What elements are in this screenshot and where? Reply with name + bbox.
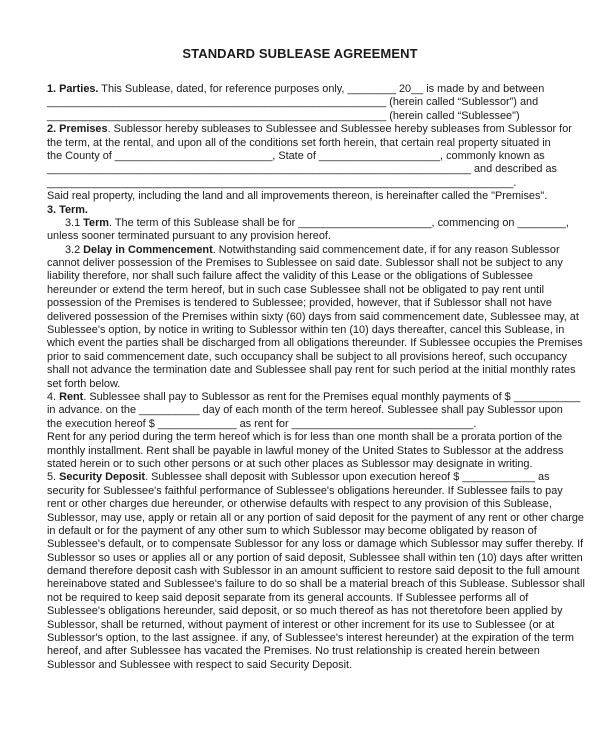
line-text: stated herein or to such other persons or at such other places as Sublessor may designate in writing. [47,457,533,470]
line-text: unless sooner terminated pursuant to any provision hereof. [47,230,331,243]
text-line [47,216,569,230]
line-text: . Sublessee shall pay to Sublessor as rent for the Premises equal monthly payments of $ ___________ [83,390,581,403]
text-line [47,243,560,257]
line-text: This Sublease, dated, for reference purposes only, ________ 20__ is made by and between [98,83,545,95]
text-line [47,578,585,591]
text-line [47,605,563,618]
section-heading: Security Deposit [59,471,146,484]
text-line [47,137,557,150]
line-text: not be required to keep said deposit separate from its general accounts. If Sublessee performs all of [47,591,529,604]
text-line [47,565,580,578]
line-text: liability therefore, nor shall such failure affect the validity of this Lease or the obligations of Sublessee [47,270,533,283]
text-line [47,645,557,658]
line-text: delivered possession of the Premises within sixty (60) days from said commencement date, Sublessee may, at [47,310,579,323]
line-text: . Sublessor hereby subleases to Sublessee and Sublessee hereby subleases from Sublessor for [107,123,572,136]
text-line [47,551,583,565]
line-text: hereinabove stated and Sublessee's failure to do so shall be a material breach of this Sublease. Sublessor shall [47,578,585,591]
line-text: 3.2 [65,243,84,256]
text-line [47,538,584,551]
text-line [47,83,557,96]
line-text: demand therefore deposit cash with Sublessor in an amount sufficient to restore said deposit to the full amount [47,565,580,578]
line-text: Sublessor, shall be returned, without payment of interest or other increment for its use to Sublessee (or at [47,618,555,631]
line-text: Sublessee's default, or to compensate Sublessor for any loss or damage which Sublessor may suffer thereby. If [47,538,584,551]
text-line [47,592,557,605]
line-text: ________________________________________________________ (herein called “Sublessee") [47,109,520,122]
line-text: . Notwithstanding said commencement date, if for any reason Sublessor [212,243,560,256]
line-text: possession of the Premises is tendered to Sublessee; provided, however, that if Sublessor shall not have [47,297,552,310]
text-line [47,150,557,163]
section-heading: Rent [59,390,84,403]
line-text: 5. [47,471,60,484]
text-line [47,378,557,391]
text-line [47,284,557,297]
line-text: the County of __________________________, State of ____________________, commonly known as [47,149,545,162]
line-text: Said real property, including the land and all improvements thereon, is hereinafter called the "Premises". [47,190,548,203]
line-text: the term, at the rental, and upon all of the conditions set forth herein, that certain real property situated in [47,136,551,149]
section-heading: 2. Premises [47,123,108,136]
section-heading: Term [83,216,109,229]
line-text: Rent for any period during the term hereof which is for less than one month shall be a prorata portion of the [47,431,563,444]
text-line [47,337,583,350]
text-line [47,390,581,404]
text-line [47,431,563,444]
text-line [47,96,557,109]
line-text: cannot deliver possession of the Premises to Sublessee on said date. Sublessor shall not be subject to any [47,257,563,270]
line-text: ______________________________________________________________________ and described as [47,163,557,176]
text-line [47,270,557,283]
line-text: hereunder or extend the term hereof, but in such case Sublessee shall not be obligated to pay rent until [47,283,545,296]
line-text: Sublessee's obligations hereunder, said deposit, or so much thereof as has not theretofore been applied by [47,605,563,618]
document-body [47,83,585,672]
line-text: 3.1 [65,216,84,229]
text-line [47,257,563,270]
text-line [47,123,572,136]
line-text: in default or for the payment of any other sum to which Sublessor may become obligated by reason of [47,524,537,537]
text-line [47,525,557,538]
text-line [47,444,564,458]
text-line [47,310,579,324]
text-line [47,458,557,471]
text-line [47,110,557,123]
text-line [47,619,557,632]
document-title: STANDARD SUBLEASE AGREEMENT [182,46,418,61]
line-text: hereof, and after Sublessee has vacated the Premises. No trust relationship is created herein between [47,645,540,658]
text-line [47,404,563,417]
line-text: which event the parties shall be discharged from all obligations thereunder. If Sublessee occupies the Premises [47,337,583,350]
line-text: monthly installment. Rent shall be payable in lawful money of the United States to Sublessor at the address [47,444,564,457]
line-text: rent or other charges due hereunder, or otherwise defaults with respect to any provision of this Sublease, [47,498,552,511]
text-line [47,498,557,511]
line-text: . The term of this Sublease shall be for ______________________, commencing on ________, [109,216,569,229]
text-line [47,511,584,525]
line-text: Sublessor so uses or applies all or any portion of said deposit, Sublessee shall within ten (10) days after written [47,551,583,564]
text-line [47,364,576,377]
text-line [47,632,575,645]
line-text: _____________________________________________________________________________. [47,176,517,189]
text-line [47,324,565,337]
line-text: ________________________________________________________ (herein called “Sublessor”) and [47,96,539,109]
text-line [47,484,563,498]
line-text: . Sublessee shall deposit with Sublessor upon execution hereof $ ____________ as [145,471,550,484]
text-line [47,297,557,310]
line-text: 4. [47,390,60,403]
text-line [47,190,557,203]
line-text: shall not advance the termination date and Sublessee shall pay rent for such period at the initial monthly rates [47,364,576,377]
line-text: Sublessor and Sublessee with respect to said Security Deposit. [47,658,353,671]
section-heading: Delay in Commencement [83,243,213,256]
text-line [47,418,557,431]
section-heading: 1. Parties. [47,83,99,95]
line-text: Sublessee's option, by notice in writing to Sublessor within ten (10) days thereafter, cancel this Sublease, in [47,324,565,337]
section-heading: 3. Term. [47,203,88,216]
line-text: security for Sublessee's faithful performance of Sublessee's obligations hereunder. If Sublessee fails to pay [47,484,563,497]
line-text: in advance. on the __________ day of each month of the term hereof. Sublessee shall pay Sublessor upon [47,404,563,417]
text-line [47,659,557,672]
line-text: the execution hereof $ _____________ as rent for ______________________________. [47,417,477,430]
line-text: prior to said commencement date, such occupancy shall be subject to all provisions hereof, such occupancy [47,350,568,363]
text-line [47,204,557,217]
text-line [47,350,568,364]
text-line [47,471,557,484]
text-line [47,230,557,243]
line-text: set forth below. [47,377,121,390]
text-line [47,163,557,176]
line-text: Sublessor, may use, apply or retain all or any portion of said deposit for the payment of any rent or other charge [47,511,584,524]
line-text: Sublessor's option, to the last assignee. if any, of Sublessee's interest hereunder) at the expiration of the term [47,632,575,645]
text-line [47,177,557,190]
